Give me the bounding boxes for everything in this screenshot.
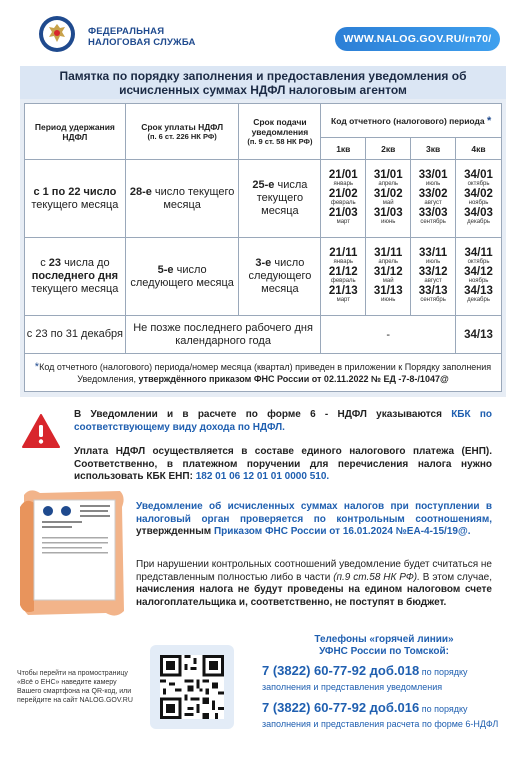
code-month: февраль	[330, 200, 356, 206]
enp-paragraph	[74, 446, 492, 484]
header-pay-term	[125, 104, 239, 160]
row2-notice-rest: число следующего месяца	[248, 257, 312, 295]
row1-period	[25, 160, 126, 238]
code-month: август	[424, 278, 442, 284]
code-value: 34/11	[464, 247, 493, 259]
code-value: 33/12	[418, 266, 448, 278]
code-value: 31/11	[374, 247, 403, 259]
row2-pay-bold: 5-е	[157, 263, 174, 276]
code-month: июль	[425, 259, 441, 265]
header-q3: 3кв	[411, 138, 456, 160]
hotline-phone-2[interactable]	[262, 701, 506, 731]
row1-q1-codes	[321, 160, 366, 238]
hotline-title-line2: УФНС России по Томской:	[319, 646, 449, 657]
violation-text: При нарушении контрольных соотношений уведомление будет считаться не представленным полностью либо в части	[136, 559, 492, 583]
phone1-desc: по порядку заполнения и представления уведомления	[262, 667, 468, 692]
warning-icon	[22, 414, 60, 448]
title-line1: Памятка по порядку заполнения и предоставления уведомления об	[59, 69, 467, 83]
header-notice-term-label: Срок подачи уведомления	[251, 116, 309, 137]
code-value: 33/13	[418, 285, 448, 297]
footnote-text: Код отчетного (налогового) периода/номер месяца (квартал) приведен в приложении к Порядку заполнения Уведомления,	[39, 361, 492, 384]
row1-period-bold: с 1 по 22 число	[33, 185, 117, 198]
code-value: 33/11	[419, 247, 448, 259]
control-ratio-text: Уведомление об исчисленных суммах налогов при поступлении в налоговый орган проверяется по контрольным соотношениям,	[136, 501, 492, 525]
row2-period-pre: с	[40, 257, 49, 269]
title-line2: исчисленных суммах НДФЛ налоговым агентом	[119, 83, 407, 97]
header-q4: 4кв	[456, 138, 502, 160]
code-value: 31/12	[373, 266, 403, 278]
code-value: 21/11	[329, 247, 358, 259]
ndfl-table	[24, 103, 502, 392]
code-month: октябрь	[467, 259, 490, 265]
kbk-text: В Уведомлении и в расчете по форме 6 - НДФЛ указываются	[74, 409, 452, 420]
code-value: 21/01	[328, 169, 358, 181]
table-row	[25, 238, 502, 316]
phone2-desc: по порядку заполнения и представления расчета по форме 6-НДФЛ	[262, 704, 499, 729]
page-title	[20, 66, 506, 99]
row3-period: с 23 по 31 декабря	[25, 316, 126, 354]
table-row	[25, 316, 502, 354]
row1-q2-codes	[366, 160, 411, 238]
violation-law-ref: (п.9 ст.58 НК РФ).	[333, 571, 420, 583]
code-value: 21/12	[328, 266, 358, 278]
row2-q4-codes	[456, 238, 502, 316]
code-month: март	[336, 219, 350, 225]
header-q1: 1кв	[321, 138, 366, 160]
header-q2: 2кв	[366, 138, 411, 160]
row1-notice-bold: 25-е	[252, 179, 275, 191]
code-month: июнь	[381, 219, 396, 225]
header-notice-term	[239, 104, 321, 160]
code-value: 34/13	[464, 285, 493, 297]
org-name	[88, 26, 196, 48]
org-name-line2: НАЛОГОВАЯ СЛУЖБА	[88, 37, 196, 48]
code-month: февраль	[330, 278, 356, 284]
kbk-paragraph	[74, 409, 492, 434]
code-month: сентябрь	[420, 297, 446, 303]
row1-pay-bold: 28-е	[129, 185, 152, 198]
code-value: 33/02	[418, 188, 448, 200]
phone2-number[interactable]: 7 (3822) 60-77-92 доб.016	[262, 700, 420, 715]
row3-merged-term: Не позже последнего рабочего дня календарного года	[125, 316, 321, 354]
header-code-label: Код отчетного (налогового) периода	[331, 115, 485, 126]
qr-note: Чтобы перейти на промостраницу «Всё о ЕНС» наведите камеру Вашего смартфона на QR-код, или перейдите на сайт NALOG.GOV.RU	[17, 670, 133, 704]
violation-paragraph	[136, 559, 492, 609]
hotline-title	[262, 634, 506, 658]
row2-pay-term	[125, 238, 239, 316]
code-month: январь	[333, 259, 354, 265]
code-value: 33/03	[418, 207, 448, 219]
qr-code-icon[interactable]	[160, 655, 224, 719]
ndfl-table-panel	[20, 99, 506, 397]
document-icon	[20, 487, 128, 619]
table-row	[25, 160, 502, 238]
violation-text-2: В этом случае,	[419, 571, 492, 583]
enp-kbk-code: 182 01 06 12 01 01 0000 510.	[195, 471, 330, 482]
code-month: декабрь	[467, 219, 490, 225]
row3-dash: -	[321, 316, 456, 354]
row1-q4-codes	[456, 160, 502, 238]
code-month: апрель	[378, 181, 399, 187]
row2-pay-rest: число следующего месяца	[130, 263, 234, 289]
table-note-row	[25, 354, 502, 392]
org-name-line1: ФЕДЕРАЛЬНАЯ	[88, 26, 165, 37]
code-month: май	[382, 200, 394, 206]
code-value: 21/13	[328, 285, 358, 297]
row3-last-code: 34/13	[456, 316, 502, 354]
kbk-highlight: КБК по соответствующему виду дохода по НДФЛ.	[74, 409, 492, 433]
row2-period-rest: текущего месяца	[31, 283, 119, 295]
code-month: сентябрь	[420, 219, 446, 225]
code-value: 31/13	[373, 285, 403, 297]
code-value: 31/01	[373, 169, 403, 181]
code-value: 34/03	[464, 207, 493, 219]
code-month: апрель	[378, 259, 399, 265]
row2-period	[25, 238, 126, 316]
code-value: 34/01	[464, 169, 493, 181]
hotline-phone-1[interactable]	[262, 664, 506, 694]
code-value: 34/02	[464, 188, 493, 200]
header-code	[321, 104, 502, 138]
row1-q3-codes	[411, 160, 456, 238]
code-value: 31/02	[373, 188, 403, 200]
row2-q3-codes	[411, 238, 456, 316]
code-month: ноябрь	[468, 278, 489, 284]
footnote-bold: утверждённого приказом ФНС России от 02.11.2022 № ЕД -7-8-/1047@	[138, 373, 449, 384]
row2-q1-codes	[321, 238, 366, 316]
code-month: декабрь	[467, 297, 490, 303]
code-value: 21/03	[328, 207, 358, 219]
control-ratio-approved: утвержденным	[136, 526, 214, 537]
footnote-star: *	[34, 360, 40, 373]
row2-notice-bold: 3-е	[255, 257, 272, 269]
header-notice-term-sub: (п. 9 ст. 58 НК РФ)	[247, 136, 313, 146]
code-month: июнь	[381, 297, 396, 303]
row1-notice-rest: числа текущего месяца	[256, 179, 308, 217]
row1-pay-rest: число текущего месяца	[151, 185, 235, 211]
page-header	[0, 0, 526, 66]
code-value: 34/12	[464, 266, 493, 278]
row1-period-rest: текущего месяца	[31, 198, 119, 211]
row1-pay-term	[125, 160, 239, 238]
fns-emblem-icon	[38, 15, 76, 53]
site-link-button[interactable]: WWW.NALOG.GOV.RU/rn70/	[335, 27, 500, 51]
row2-period-bold: 23	[48, 257, 62, 269]
code-month: август	[424, 200, 442, 206]
row2-notice-term	[239, 238, 321, 316]
enp-text: Уплата НДФЛ осуществляется в составе единого налогового платежа (ЕНП). Соответственно, в платежном поручении для перечисления налога нужно использовать КБК ЕНП:	[74, 446, 492, 482]
row2-period-mid: числа до	[61, 257, 110, 269]
hotline-title-line1: Телефоны «горячей линии»	[314, 634, 454, 645]
row2-period-bold2: последнего дня	[31, 270, 119, 282]
table-footnote	[25, 354, 502, 392]
code-month: январь	[333, 181, 354, 187]
row2-q2-codes	[366, 238, 411, 316]
code-value: 33/01	[418, 169, 448, 181]
violation-bold: начисления налога не будут проведены на едином налоговом счете налогоплательщика и, соответственно, не поступят в бюджет.	[136, 584, 492, 608]
header-period: Период удержания НДФЛ	[25, 104, 126, 160]
code-value: 31/03	[373, 207, 403, 219]
phone1-number[interactable]: 7 (3822) 60-77-92 доб.018	[262, 663, 420, 678]
header-pay-term-label: Срок уплаты НДФЛ	[141, 121, 224, 132]
control-ratio-order: Приказом ФНС России от 16.01.2024 №ЕА-4-15/19@.	[213, 526, 471, 537]
header-pay-term-sub: (п. 6 ст. 226 НК РФ)	[147, 131, 217, 141]
header-code-star: *	[487, 114, 492, 127]
code-value: 21/02	[328, 188, 358, 200]
code-month: май	[382, 278, 394, 284]
row1-notice-term	[239, 160, 321, 238]
code-month: июль	[425, 181, 441, 187]
code-month: март	[336, 297, 350, 303]
control-ratio-paragraph	[136, 501, 492, 539]
code-month: октябрь	[467, 181, 490, 187]
code-month: ноябрь	[468, 200, 489, 206]
